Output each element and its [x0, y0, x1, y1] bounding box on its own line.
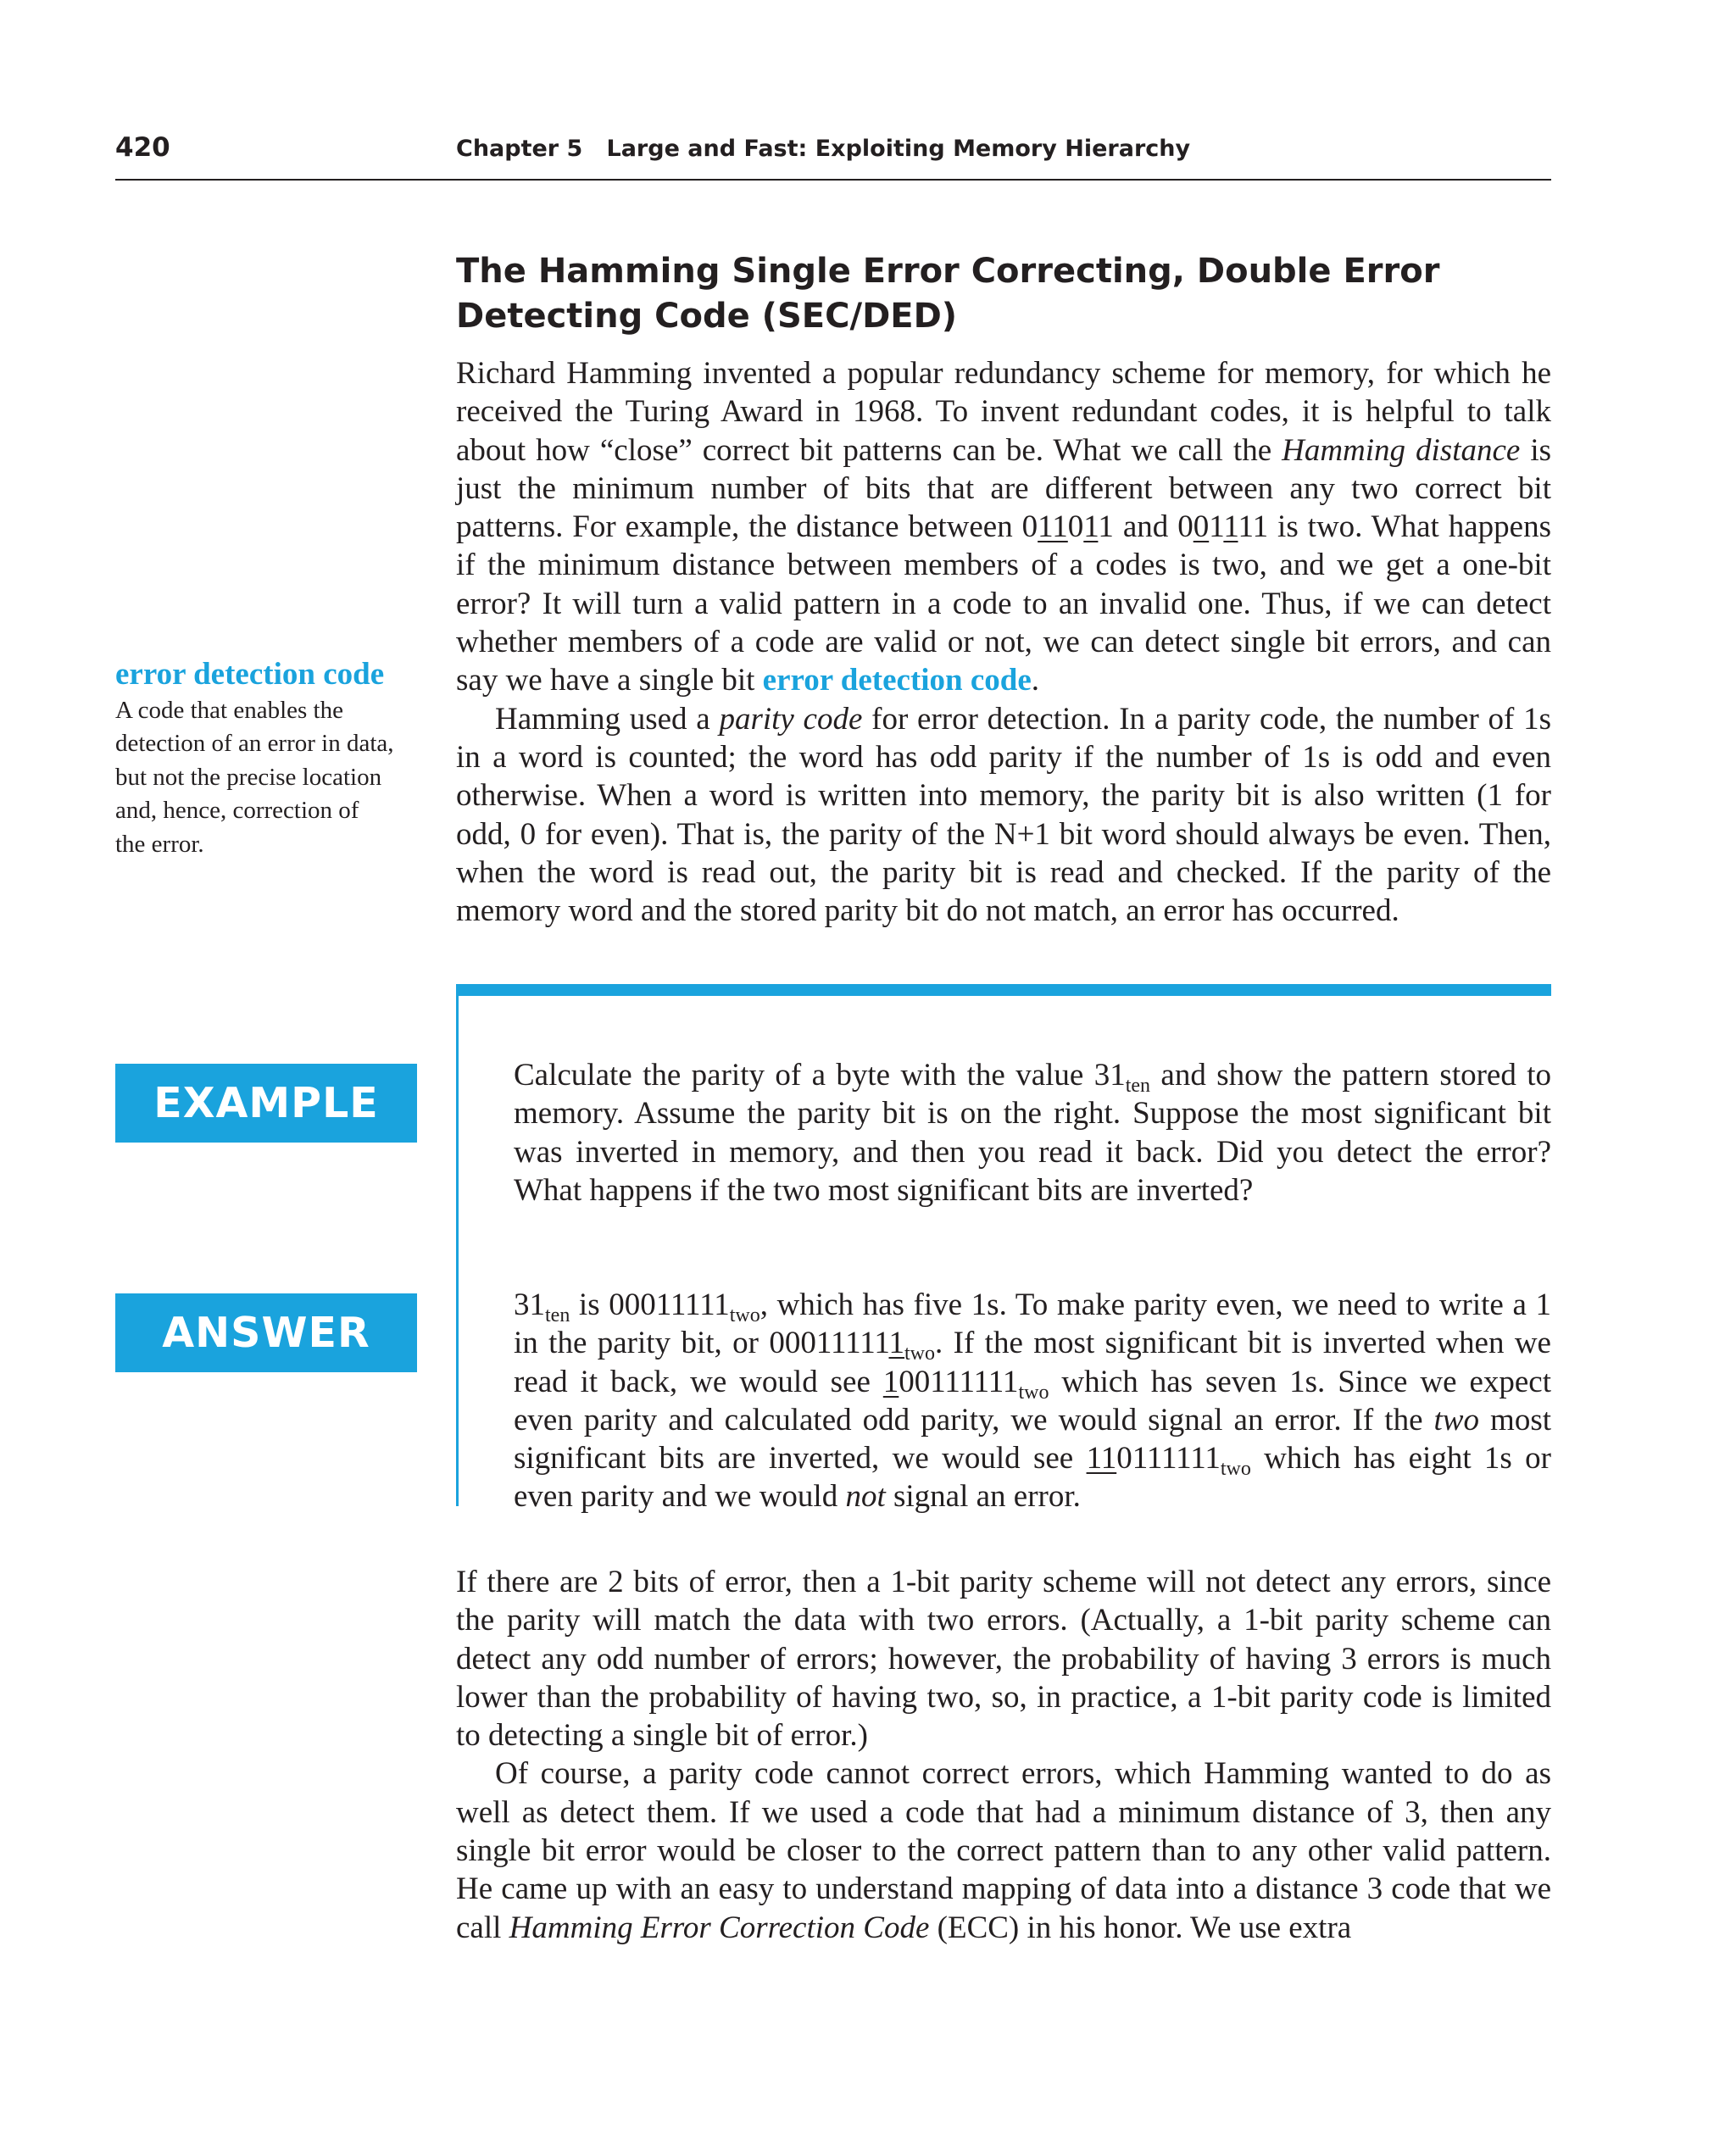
answer-text: $31_{ten}$ is $00011111_{two}$, which has five 1s. To make parity even, we need to write a 1 in the parity bit, or $000111111_{two}$. If the most significant bit is inverted when we read it back, we would see $100111111_{two}$ which has seven 1s. Since we expect even parity and calculated odd parity, we would signal an error. If the two most significant bits are inverted, we would see $110111111_{two}$ which has eight 1s or even parity and we would not signal an error. — [514, 1287, 1551, 1515]
hamming-distance-term: Hamming distance — [1282, 432, 1521, 468]
outro-paragraph-1: If there are 2 bits of error, then a 1-bit parity scheme will not detect any errors, since the parity will match the data with two errors. (Actually, a 1-bit parity scheme can detect any odd number of errors; however, the probability of having 3 errors is much lower than the probability of having two, so, in practice, a 1-bit parity code is limited to detecting a single bit of error.) — [456, 1565, 1551, 1754]
section-heading-line-1: The Hamming Single Error Correcting, Double Error — [456, 252, 1440, 291]
example-box-left-rule — [456, 984, 459, 1506]
intro-paragraph-2: Hamming used a parity code for error detection. In a parity code, the number of 1s in a word is counted; the word has odd parity if the number of 1s is odd and even otherwise. When a word is written into memory, the parity bit is also written (1 for odd, 0 for even). That is, the parity of the N+1 bit word should always be even. Then, when the word is read out, the parity bit is read and checked. If the parity of the memory word and the stored parity bit do not match, an error has occurred. — [456, 701, 1551, 929]
example-label: EXAMPLE — [115, 1064, 417, 1143]
margin-glossary-note — [115, 658, 395, 861]
header-rule — [115, 179, 1551, 181]
margin-glossary-definition: A code that enables the detection of an error in data, but not the precise location and, hence, correction of the error. — [115, 696, 394, 858]
answer-label: ANSWER — [115, 1293, 417, 1372]
outro-paragraph-2: Of course, a parity code cannot correct errors, which Hamming wanted to do as well as detect them. If we used a code that had a minimum distance of 3, then any single bit error would be closer to the correct pattern than to any other valid pattern. He came up with an easy to understand mapping of data into a distance 3 code that we call Hamming Error Correction Code (ECC) in his honor. We use extra — [456, 1756, 1551, 1945]
running-head: Chapter 5 Large and Fast: Exploiting Memory Hierarchy — [456, 136, 1191, 162]
page-number: 420 — [115, 132, 170, 163]
section-heading-line-2: Detecting Code (SEC/DED) — [456, 297, 958, 336]
intro-text — [456, 354, 1551, 930]
section-heading — [456, 249, 1551, 339]
parity-code-term: parity code — [719, 701, 863, 737]
hamming-ecc-term: Hamming Error Correction Code — [509, 1910, 930, 1945]
intro-paragraph-1: Richard Hamming invented a popular redundancy scheme for memory, for which he received the Turing Award in 1968. To invent redundant codes, it is helpful to talk about how “close” correct bit patterns can be. What we call the Hamming distance is just the minimum number of bits that are different between any two correct bit patterns. For example, the distance between 011011 and 001111 is two. What happens if the minimum distance between members of a codes is two, and we get a one-bit error? It will turn a valid pattern in a code to an invalid one. Thus, if we can detect whether members of a code are valid or not, we can detect single bit errors, and can say we have a single bit error detection code. — [456, 356, 1551, 698]
outro-text — [456, 1563, 1551, 1947]
example-box-top-rule — [456, 984, 1551, 996]
error-detection-code-keyterm: error detection code — [762, 663, 1032, 698]
example-text: Calculate the parity of a byte with the value $31_{ten}$ and show the pattern stored to memory. Assume the parity bit is on the right. Suppose the most significant bit was inverted in memory, and then you read it back. Did you detect the error? What happens if the two most significant bits are inverted? — [514, 1058, 1552, 1208]
margin-glossary-term: error detection code — [115, 657, 385, 692]
